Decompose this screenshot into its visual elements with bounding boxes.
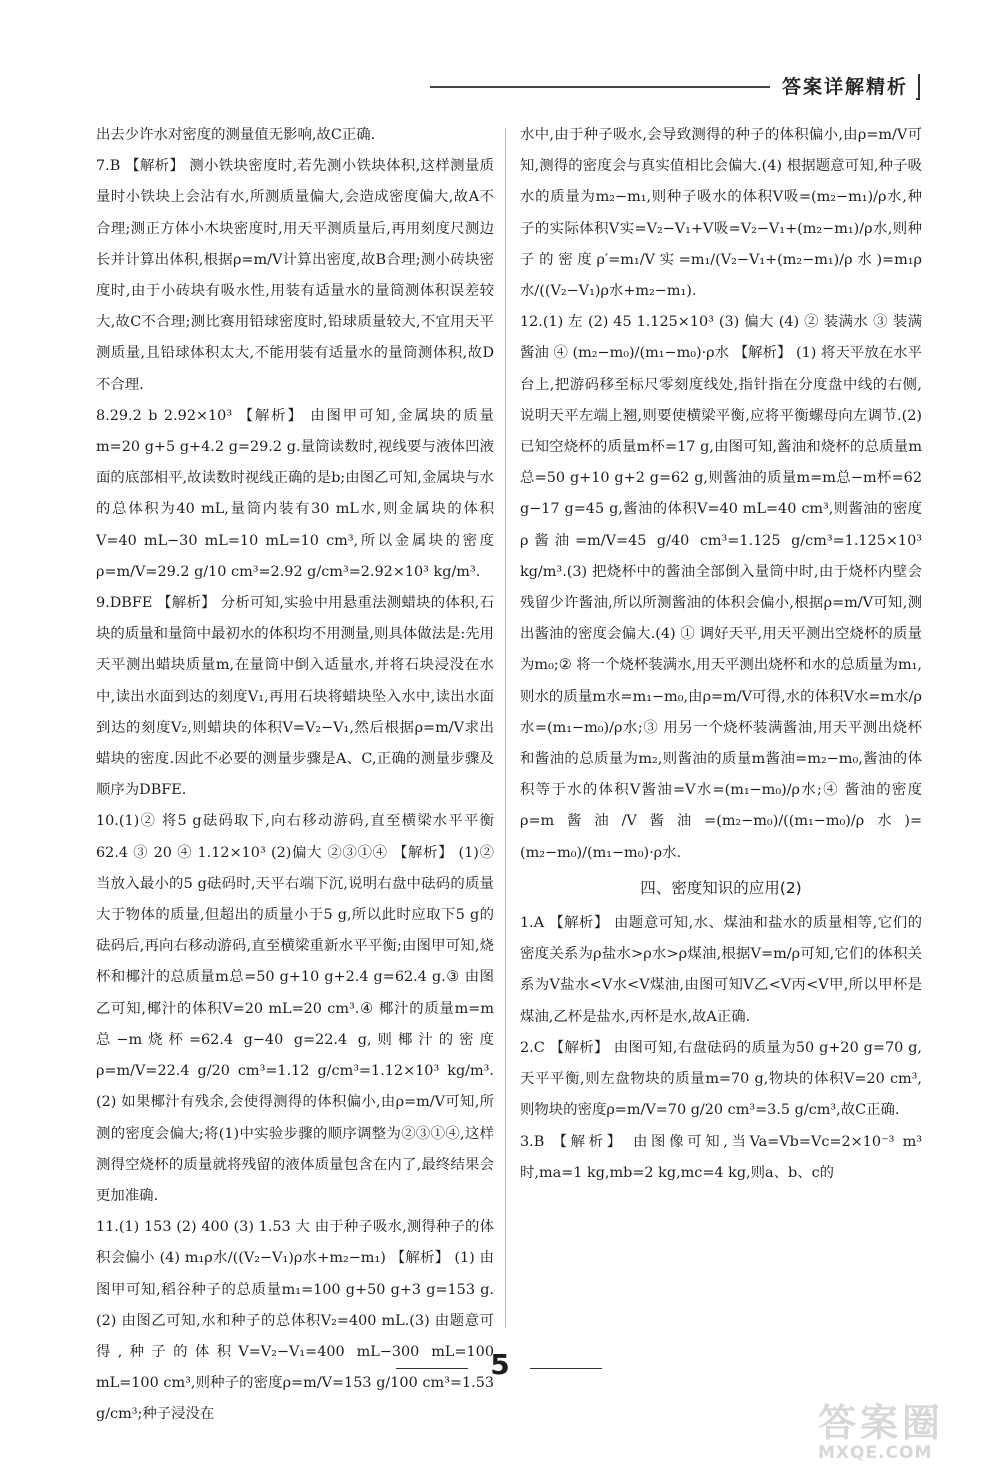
header-title: 答案详解精析 — [781, 76, 908, 98]
answer-2: 2.C 【解析】 由图可知,右盘砝码的质量为50 g+20 g=70 g,天平平衡,则左盘物块的质量m=70 g,物块的体积V=20 cm³,则物块的密度ρ=m/V=70 g/20 cm³=3.5 g/cm³,故C正确. — [520, 1039, 922, 1119]
answer-1: 1.A 【解析】 由题意可知,水、煤油和盐水的质量相等,它们的密度关系为ρ盐水>ρ水>ρ煤油,根据V=m/ρ可知,它们的体积关系为V盐水<V水<V煤油,由图可知V乙<V丙<V甲,所以甲杯是煤油,乙杯是盐水,丙杯是水,故A正确. — [520, 915, 922, 1025]
page-footer — [0, 1348, 1000, 1388]
answer-11: 11.(1) 153 (2) 400 (3) 1.53 大 由于种子吸水,测得种子的体积会偏小 (4) m₁ρ水/((V₂−V₁)ρ水+m₂−m₁) 【解析】 (1) 由图甲可知,稻谷种子的总质量m₁=100 g+50 g+3 g=153 g.(2) 由图乙可知,水和种子的总体积V₂=400 mL.(3) 由题意可得,种子的体积V=V₂−V₁=400 mL−300 mL=100 mL=100 cm³,则种子的密度ρ=m/V=153 g/100 cm³=1.53 g/cm³;种子浸没在 — [96, 1219, 494, 1423]
answer-7: 7.B 【解析】 测小铁块密度时,若先测小铁块体积,这样测量质量时小铁块上会沾有水,所测质量偏大,会造成密度偏大,故A不合理;测正方体小木块密度时,用天平测质量后,再用刻度尺测边长并计算出体积,根据ρ=m/V计算出密度,故B合理;测小砖块密度时,由于小砖块有吸水性,用装有适量水的量筒测体积误差较大,故C不合理;测比赛用铅球密度时,铅球质量较大,不宜用天平测质量,且铅球体积太大,不能用装有适量水的量筒测体积,故D不合理. — [96, 158, 494, 393]
paragraph: 水中,由于种子吸水,会导致测得的种子的体积偏小,由ρ=m/V可知,测得的密度会与真实值相比会偏大.(4) 根据题意可知,种子吸水的质量为m₂−m₁,则种子吸水的体积V吸=(m₂−m₁)/ρ水,种子的实际体积V实=V₂−V₁+V吸=V₂−V₁+(m₂−m₁)/ρ水,则种子的密度ρ′=m₁/V实=m₁/(V₂−V₁+(m₂−m₁)/ρ水)=m₁ρ水/((V₂−V₁)ρ水+m₂−m₁). — [520, 127, 922, 300]
page-number: 5 — [490, 1348, 510, 1381]
page-header — [430, 72, 920, 102]
answer-9: 9.DBFE 【解析】 分析可知,实验中用悬重法测蜡块的体积,石块的质量和量筒中最初水的体积均不用测量,则具体做法是:先用天平测出蜡块质量m,在量筒中倒入适量水,并将石块浸没在水中,读出水面到达的刻度V₁,再用石块将蜡块坠入水中,读出水面到达的刻度V₂,则蜡块的体积V=V₂−V₁,然后根据ρ=m/V求出蜡块的密度.因此不必要的测量步骤是A、C,正确的测量步骤及顺序为DBFE. — [96, 595, 494, 799]
header-bracket — [916, 74, 920, 100]
watermark-logo — [818, 1392, 978, 1462]
watermark-domain: MXQE.COM — [818, 1443, 933, 1463]
section-title: 四、密度知识的应用(2) — [640, 878, 802, 897]
answer-3: 3.B 【解析】 由图像可知,当Va=Vb=Vc=2×10⁻³ m³时,ma=1 kg,mb=2 kg,mc=4 kg,则a、b、c的 — [520, 1133, 922, 1181]
paragraph: 出去少许水对密度的测量值无影响,故C正确. — [96, 127, 376, 143]
footer-rule-left — [396, 1368, 468, 1369]
header-rule — [430, 86, 770, 88]
answer-10: 10.(1)② 将5 g砝码取下,向右移动游码,直至横梁水平平衡 62.4 ③ 20 ④ 1.12×10³ (2)偏大 ②③①④ 【解析】 (1)② 当放入最小的5 g砝码时,天平右端下沉,说明右盘中砝码的质量大于物体的质量,但超出的质量小于5 g,所以此时应取下5 g的砝码后,再向右移动游码,直至横梁重新水平平衡;由图甲可知,烧杯和椰汁的总质量m总=50 g+10 g+2.4 g=62.4 g.③ 由图乙可知,椰汁的体积V=20 mL=20 cm³.④ 椰汁的质量m=m总−m烧杯=62.4 g−40 g=22.4 g,则椰汁的密度ρ=m/V=22.4 g/20 cm³=1.12 g/cm³=1.12×10³ kg/m³.(2) 如果椰汁有残余,会使得测得的体积偏小,由ρ=m/V可知,所测的密度会偏大;将(1)中实验步骤的顺序调整为②③①④,这样测得空烧杯的质量就将残留的液体质量包含在内了,最终结果会更加准确. — [96, 813, 494, 1204]
right-column — [520, 120, 922, 1189]
answer-8: 8.29.2 b 2.92×10³ 【解析】 由图甲可知,金属块的质量m=20 g+5 g+4.2 g=29.2 g.量筒读数时,视线要与液体凹液面的底部相平,故读数时视线正确的是b;由图乙可知,金属块与水的总体积为40 mL,量筒内装有30 mL水,则金属块的体积V=40 mL−30 mL=10 mL=10 cm³,所以金属块的密度ρ=m/V=29.2 g/10 cm³=2.92 g/cm³=2.92×10³ kg/m³. — [96, 407, 494, 580]
answer-12: 12.(1) 左 (2) 45 1.125×10³ (3) 偏大 (4) ② 装满水 ③ 装满酱油 ④ (m₂−m₀)/(m₁−m₀)·ρ水 【解析】 (1) 将天平放在水平台上,把游码移至标尺零刻度线处,指针指在分度盘中线的右侧,说明天平左端上翘,则要使横梁平衡,应将平衡螺母向左调节.(2) 已知空烧杯的质量m杯=17 g,由图可知,酱油和烧杯的总质量m总=50 g+10 g+2 g=62 g,则酱油的质量m=m总−m杯=62 g−17 g=45 g,酱油的体积V=40 mL=40 cm³,则酱油的密度ρ酱油=m/V=45 g/40 cm³=1.125 g/cm³=1.125×10³ kg/m³.(3) 把烧杯中的酱油全部倒入量筒中时,由于烧杯内壁会残留少许酱油,所以所测酱油的体积会偏小,根据ρ=m/V可知,测出酱油的密度会偏大.(4) ① 调好天平,用天平测出空烧杯的质量为m₀;② 将一个烧杯装满水,用天平测出烧杯和水的总质量为m₁,则水的质量m水=m₁−m₀,由ρ=m/V可得,水的体积V水=m水/ρ水=(m₁−m₀)/ρ水;③ 用另一个烧杯装满酱油,用天平测出烧杯和酱油的总质量为m₂,则酱油的质量m酱油=m₂−m₀,酱油的体积等于水的体积V酱油=V水=(m₁−m₀)/ρ水;④ 酱油的密度ρ=m酱油/V酱油=(m₂−m₀)/((m₁−m₀)/ρ水)=(m₂−m₀)/(m₁−m₀)·ρ水. — [520, 314, 922, 861]
footer-rule-right — [530, 1368, 602, 1369]
left-column — [96, 120, 494, 1431]
watermark-text: 答案圈 — [818, 1401, 945, 1445]
column-divider — [505, 128, 506, 1328]
